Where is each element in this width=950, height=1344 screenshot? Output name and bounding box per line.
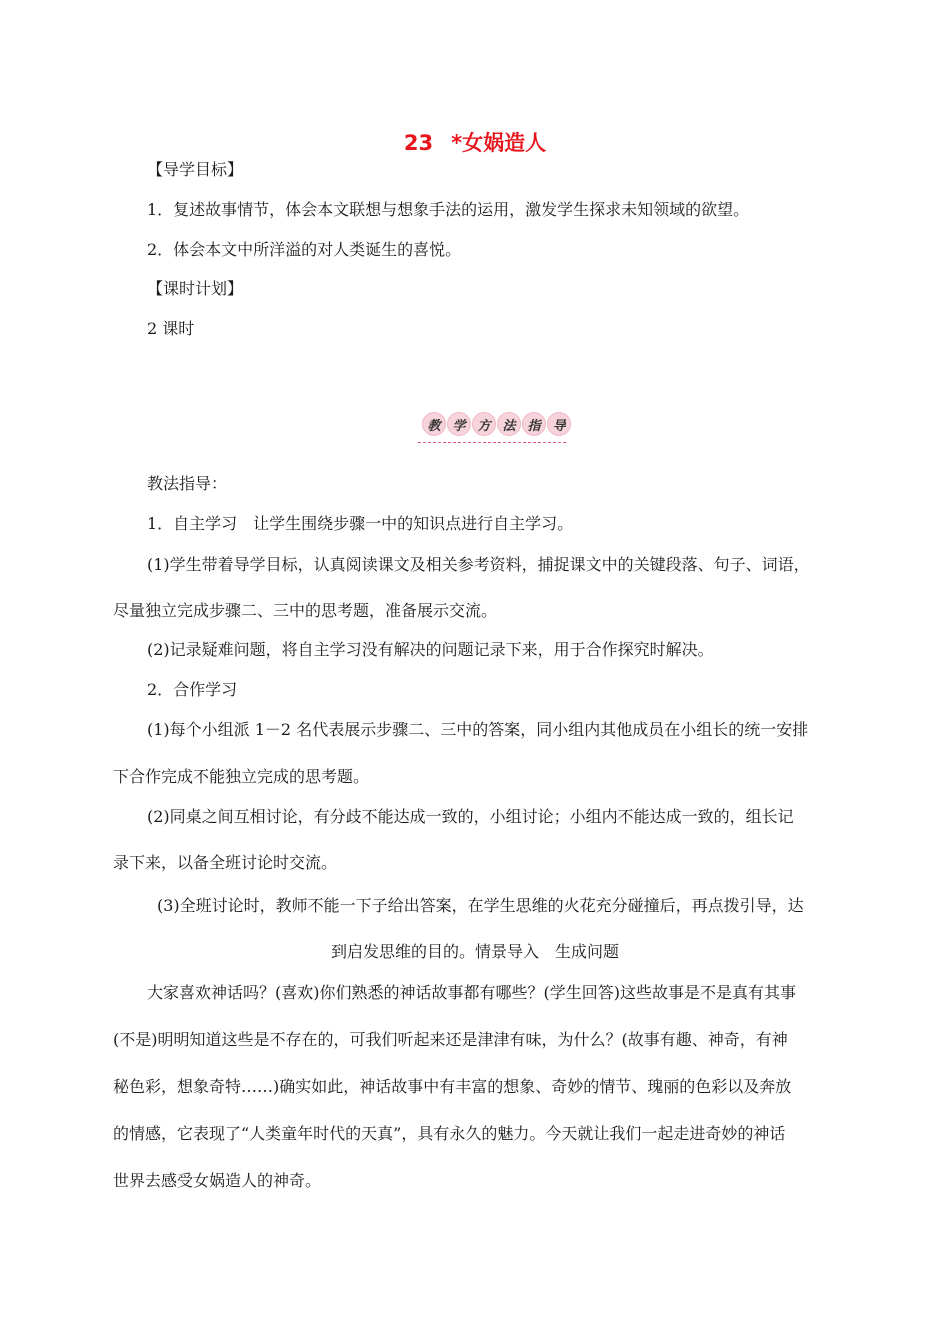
banner-char: 导 xyxy=(547,412,571,436)
method-line: 1．自主学习 让学生围绕步骤一中的知识点进行自主学习。 xyxy=(147,514,574,533)
method-line: 尽量独立完成步骤二、三中的思考题，准备展示交流。 xyxy=(113,601,498,620)
guide-goals-heading: 【导学目标】 xyxy=(147,160,244,179)
banner-char: 教 xyxy=(422,412,446,436)
lesson-plan-heading: 【课时计划】 xyxy=(147,279,244,298)
lesson-number: 23 xyxy=(403,131,434,155)
banner-char: 法 xyxy=(497,412,521,436)
method-line: 2．合作学习 xyxy=(147,680,238,699)
method-line: (3)全班讨论时，教师不能一下子给出答案，在学生思维的火花充分碰撞后，再点拨引导，达 xyxy=(157,896,804,915)
method-line: 录下来，以备全班讨论时交流。 xyxy=(113,853,338,872)
teaching-method-banner xyxy=(418,410,566,438)
guide-goal-item: 2．体会本文中所洋溢的对人类诞生的喜悦。 xyxy=(147,240,462,259)
intro-line: 秘色彩，想象奇特……)确实如此，神话故事中有丰富的想象、奇妙的情节、瑰丽的色彩以及奔放 xyxy=(113,1077,792,1096)
banner-char: 指 xyxy=(522,412,546,436)
intro-line: 大家喜欢神话吗？(喜欢)你们熟悉的神话故事都有哪些？(学生回答)这些故事是不是真有其事 xyxy=(147,983,796,1002)
method-line: 下合作完成不能独立完成的思考题。 xyxy=(113,767,370,786)
intro-line: (不是)明明知道这些是不存在的，可我们听起来还是津津有味，为什么？(故事有趣、神奇，有神 xyxy=(113,1030,788,1049)
intro-line: 的情感，它表现了“人类童年时代的天真”，具有永久的魅力。今天就让我们一起走进奇妙的神话 xyxy=(113,1124,786,1143)
method-line: (1)每个小组派 1－2 名代表展示步骤二、三中的答案，同小组内其他成员在小组长的统一安排 xyxy=(147,720,809,739)
banner-char: 学 xyxy=(447,412,471,436)
method-line: (2)记录疑难问题，将自主学习没有解决的问题记录下来，用于合作探究时解决。 xyxy=(147,640,714,659)
guide-goal-item: 1．复述故事情节，体会本文联想与想象手法的运用，激发学生探求未知领域的欲望。 xyxy=(147,200,750,219)
method-line: (1)学生带着导学目标，认真阅读课文及相关参考资料，捕捉课文中的关键段落、句子、词语， xyxy=(147,555,810,574)
intro-line: 世界去感受女娲造人的神奇。 xyxy=(113,1171,322,1190)
lesson-plan-value: 2 课时 xyxy=(147,319,195,338)
lesson-title xyxy=(0,127,950,157)
banner-underline xyxy=(418,442,566,443)
lesson-title-text: *女娲造人 xyxy=(451,131,547,155)
method-line: (2)同桌之间互相讨论，有分歧不能达成一致的，小组讨论；小组内不能达成一致的，组长记 xyxy=(147,807,794,826)
method-heading: 教法指导： xyxy=(147,474,228,493)
method-line: 到启发思维的目的。情景导入 生成问题 xyxy=(330,942,619,961)
banner-char: 方 xyxy=(472,412,496,436)
